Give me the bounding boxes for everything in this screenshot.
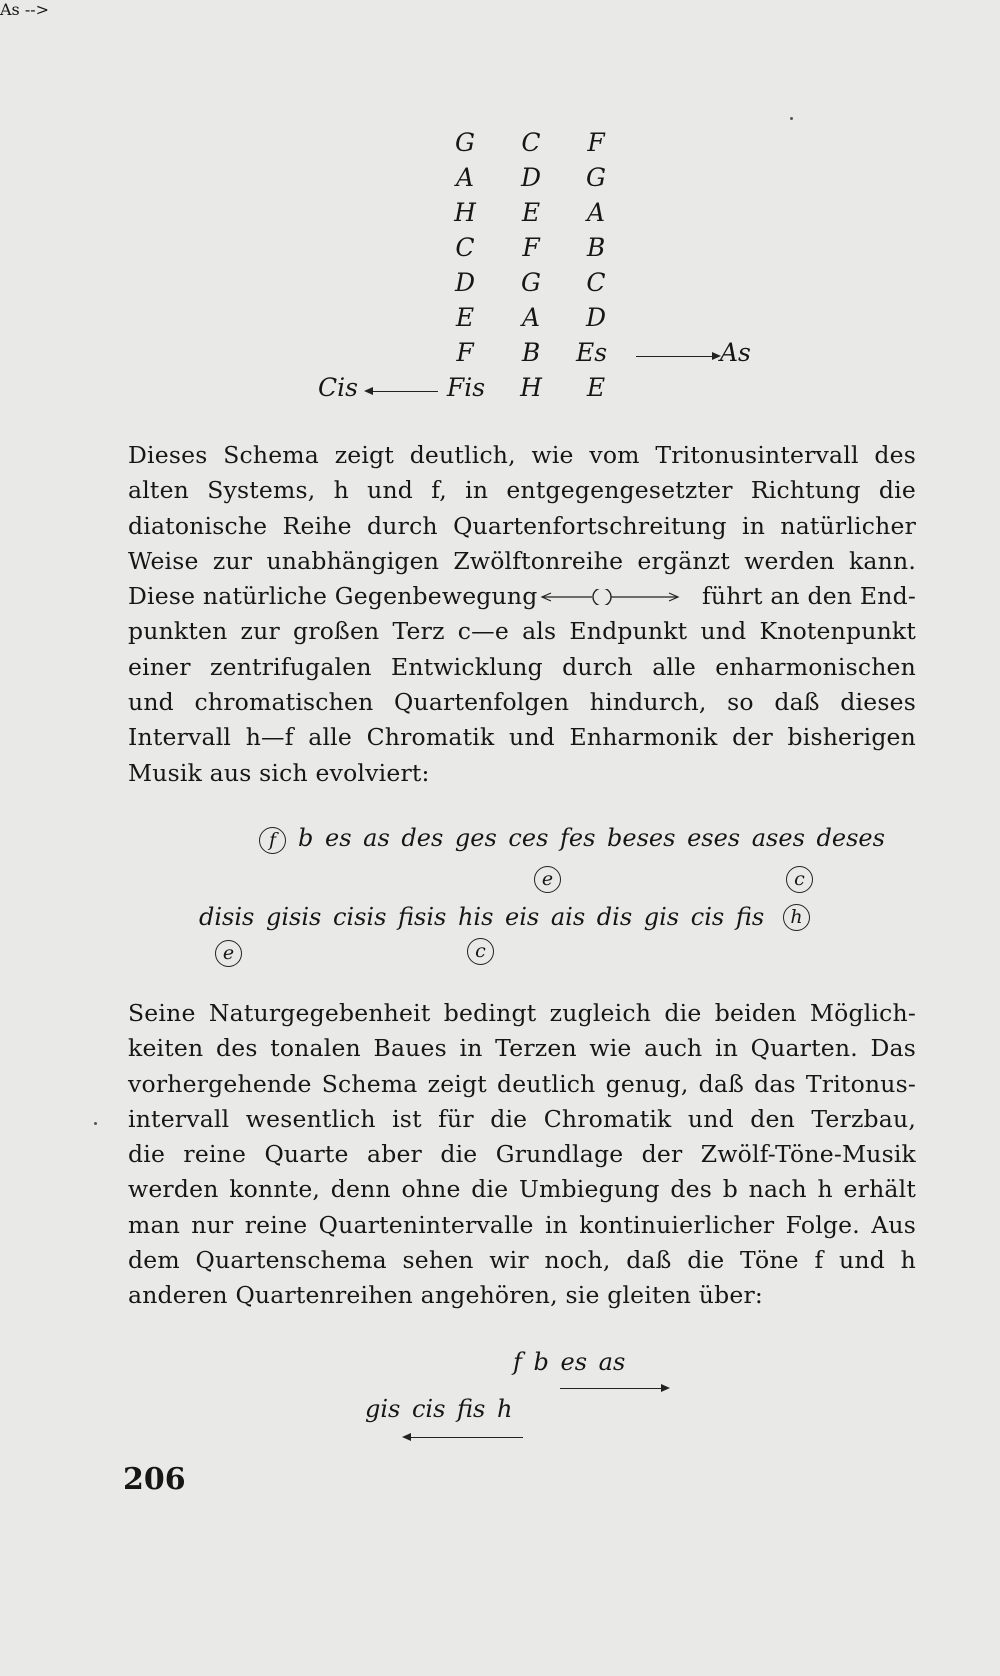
circled-note-e: e — [215, 940, 242, 967]
page-number: 206 — [123, 1462, 186, 1497]
schema-col3-note: B — [586, 233, 606, 262]
right-arrow-line — [636, 356, 716, 357]
paragraph-line: alten Systems, h und f, in entgegengesetzter Richtung die — [128, 476, 916, 505]
paragraph-2 — [128, 996, 916, 1314]
paragraph-line: intervall wesentlich ist für die Chromatik und den Terzbau, — [128, 1104, 916, 1133]
schema-col2-note: D — [520, 163, 542, 192]
paragraph-line: Musik aus sich evolviert: — [128, 758, 430, 787]
paragraph-line: punkten zur großen Terz c—e als Endpunkt und Knotenpunkt — [128, 617, 916, 646]
schema-right-target: As — [720, 338, 751, 367]
paragraph-line: werden konnte, denn ohne die Umbiegung des b nach h erhält — [128, 1175, 916, 1204]
paragraph-line-part: führt an den End- — [702, 582, 916, 611]
margin-mark — [94, 1122, 97, 1125]
paragraph-line: einer zentrifugalen Entwicklung durch alle enharmonischen — [128, 652, 916, 681]
circled-note-f: f — [259, 827, 286, 854]
schema-col1-note: F — [456, 338, 474, 367]
schema-col3-note: Es — [576, 338, 608, 367]
schema-col1-note: H — [454, 198, 476, 227]
paragraph-line-part: Diese natürliche Gegenbewegung — [128, 582, 538, 611]
paragraph-1 — [128, 438, 916, 791]
glide-left-arrow-line — [408, 1437, 523, 1438]
glide-right-arrow-head — [661, 1384, 670, 1392]
schema-col2-note: G — [521, 268, 541, 297]
schema-col2-note: A — [521, 303, 541, 332]
paragraph-line: man nur reine Quartenintervalle in kontinuierlicher Folge. Aus — [128, 1210, 916, 1239]
counter-motion-arrow-icon — [540, 589, 690, 605]
paragraph-line: Dieses Schema zeigt deutlich, wie vom Tritonusintervall des — [128, 441, 916, 469]
paragraph-line: dem Quartenschema sehen wir noch, daß die Töne f und h — [128, 1246, 916, 1275]
schema-col3-note: D — [585, 303, 607, 332]
paragraph-line: keiten des tonalen Baues in Terzen wie auch in Quarten. Das — [128, 1034, 916, 1063]
schema-col2-note: E — [521, 198, 541, 227]
sharp-row: disis gisis cisis fisis his eis ais dis gis cis fis — [199, 903, 765, 931]
schema-col1-note: Fis — [446, 373, 486, 402]
quarten-schema: G A H C D E F C D E F G A B H F G A B C D Es E Fis As --> As Cis — [0, 0, 1000, 19]
circled-note-c: c — [786, 866, 813, 893]
schema-col2-note: H — [520, 373, 542, 402]
paragraph-line: die reine Quarte aber die Grundlage der Zwölf-Töne-Musik — [128, 1140, 916, 1169]
circled-note-e: e — [534, 866, 561, 893]
schema-col1-note: D — [454, 268, 476, 297]
schema-col3-note: C — [586, 268, 606, 297]
left-arrow-line — [370, 391, 438, 392]
paragraph-line: Intervall h—f alle Chromatik und Enharmonik der bisherigen — [128, 723, 916, 752]
schema-col2-note: F — [522, 233, 540, 262]
glide-bottom-row: gis cis fis h — [365, 1395, 513, 1423]
circled-note-h: h — [783, 904, 810, 931]
paragraph-line: und chromatischen Quartenfolgen hindurch, so daß dieses — [128, 688, 916, 717]
schema-col3-note: A — [586, 198, 606, 227]
paragraph-line: anderen Quartenreihen angehören, sie gleiten über: — [128, 1281, 763, 1310]
schema-col3-note: F — [587, 128, 605, 157]
margin-mark — [790, 117, 793, 120]
schema-col3-note: G — [586, 163, 606, 192]
schema-col1-note: C — [455, 233, 475, 262]
schema-left-target: Cis — [318, 373, 358, 402]
flat-row: b es as des ges ces fes beses eses ases deses — [298, 824, 885, 852]
glide-right-arrow-line — [560, 1388, 665, 1389]
schema-col2-note: C — [521, 128, 541, 157]
paragraph-line: vorhergehende Schema zeigt deutlich genug, daß das Tritonus- — [128, 1069, 916, 1098]
paragraph-line: Seine Naturgegebenheit bedingt zugleich die beiden Möglich- — [128, 999, 916, 1027]
glide-top-row: f b es as — [513, 1348, 626, 1376]
schema-col3-note: E — [586, 373, 606, 402]
schema-col2-note: B — [521, 338, 541, 367]
circled-note-c: c — [467, 938, 494, 965]
paragraph-line: diatonische Reihe durch Quartenfortschreitung in natürlicher — [128, 511, 916, 540]
schema-col1-note: G — [455, 128, 475, 157]
paragraph-line-with-figure — [128, 579, 916, 614]
schema-col1-note: A — [455, 163, 475, 192]
schema-col1-note: E — [455, 303, 475, 332]
paragraph-line: Weise zur unabhängigen Zwölftonreihe ergänzt werden kann. — [128, 546, 916, 575]
